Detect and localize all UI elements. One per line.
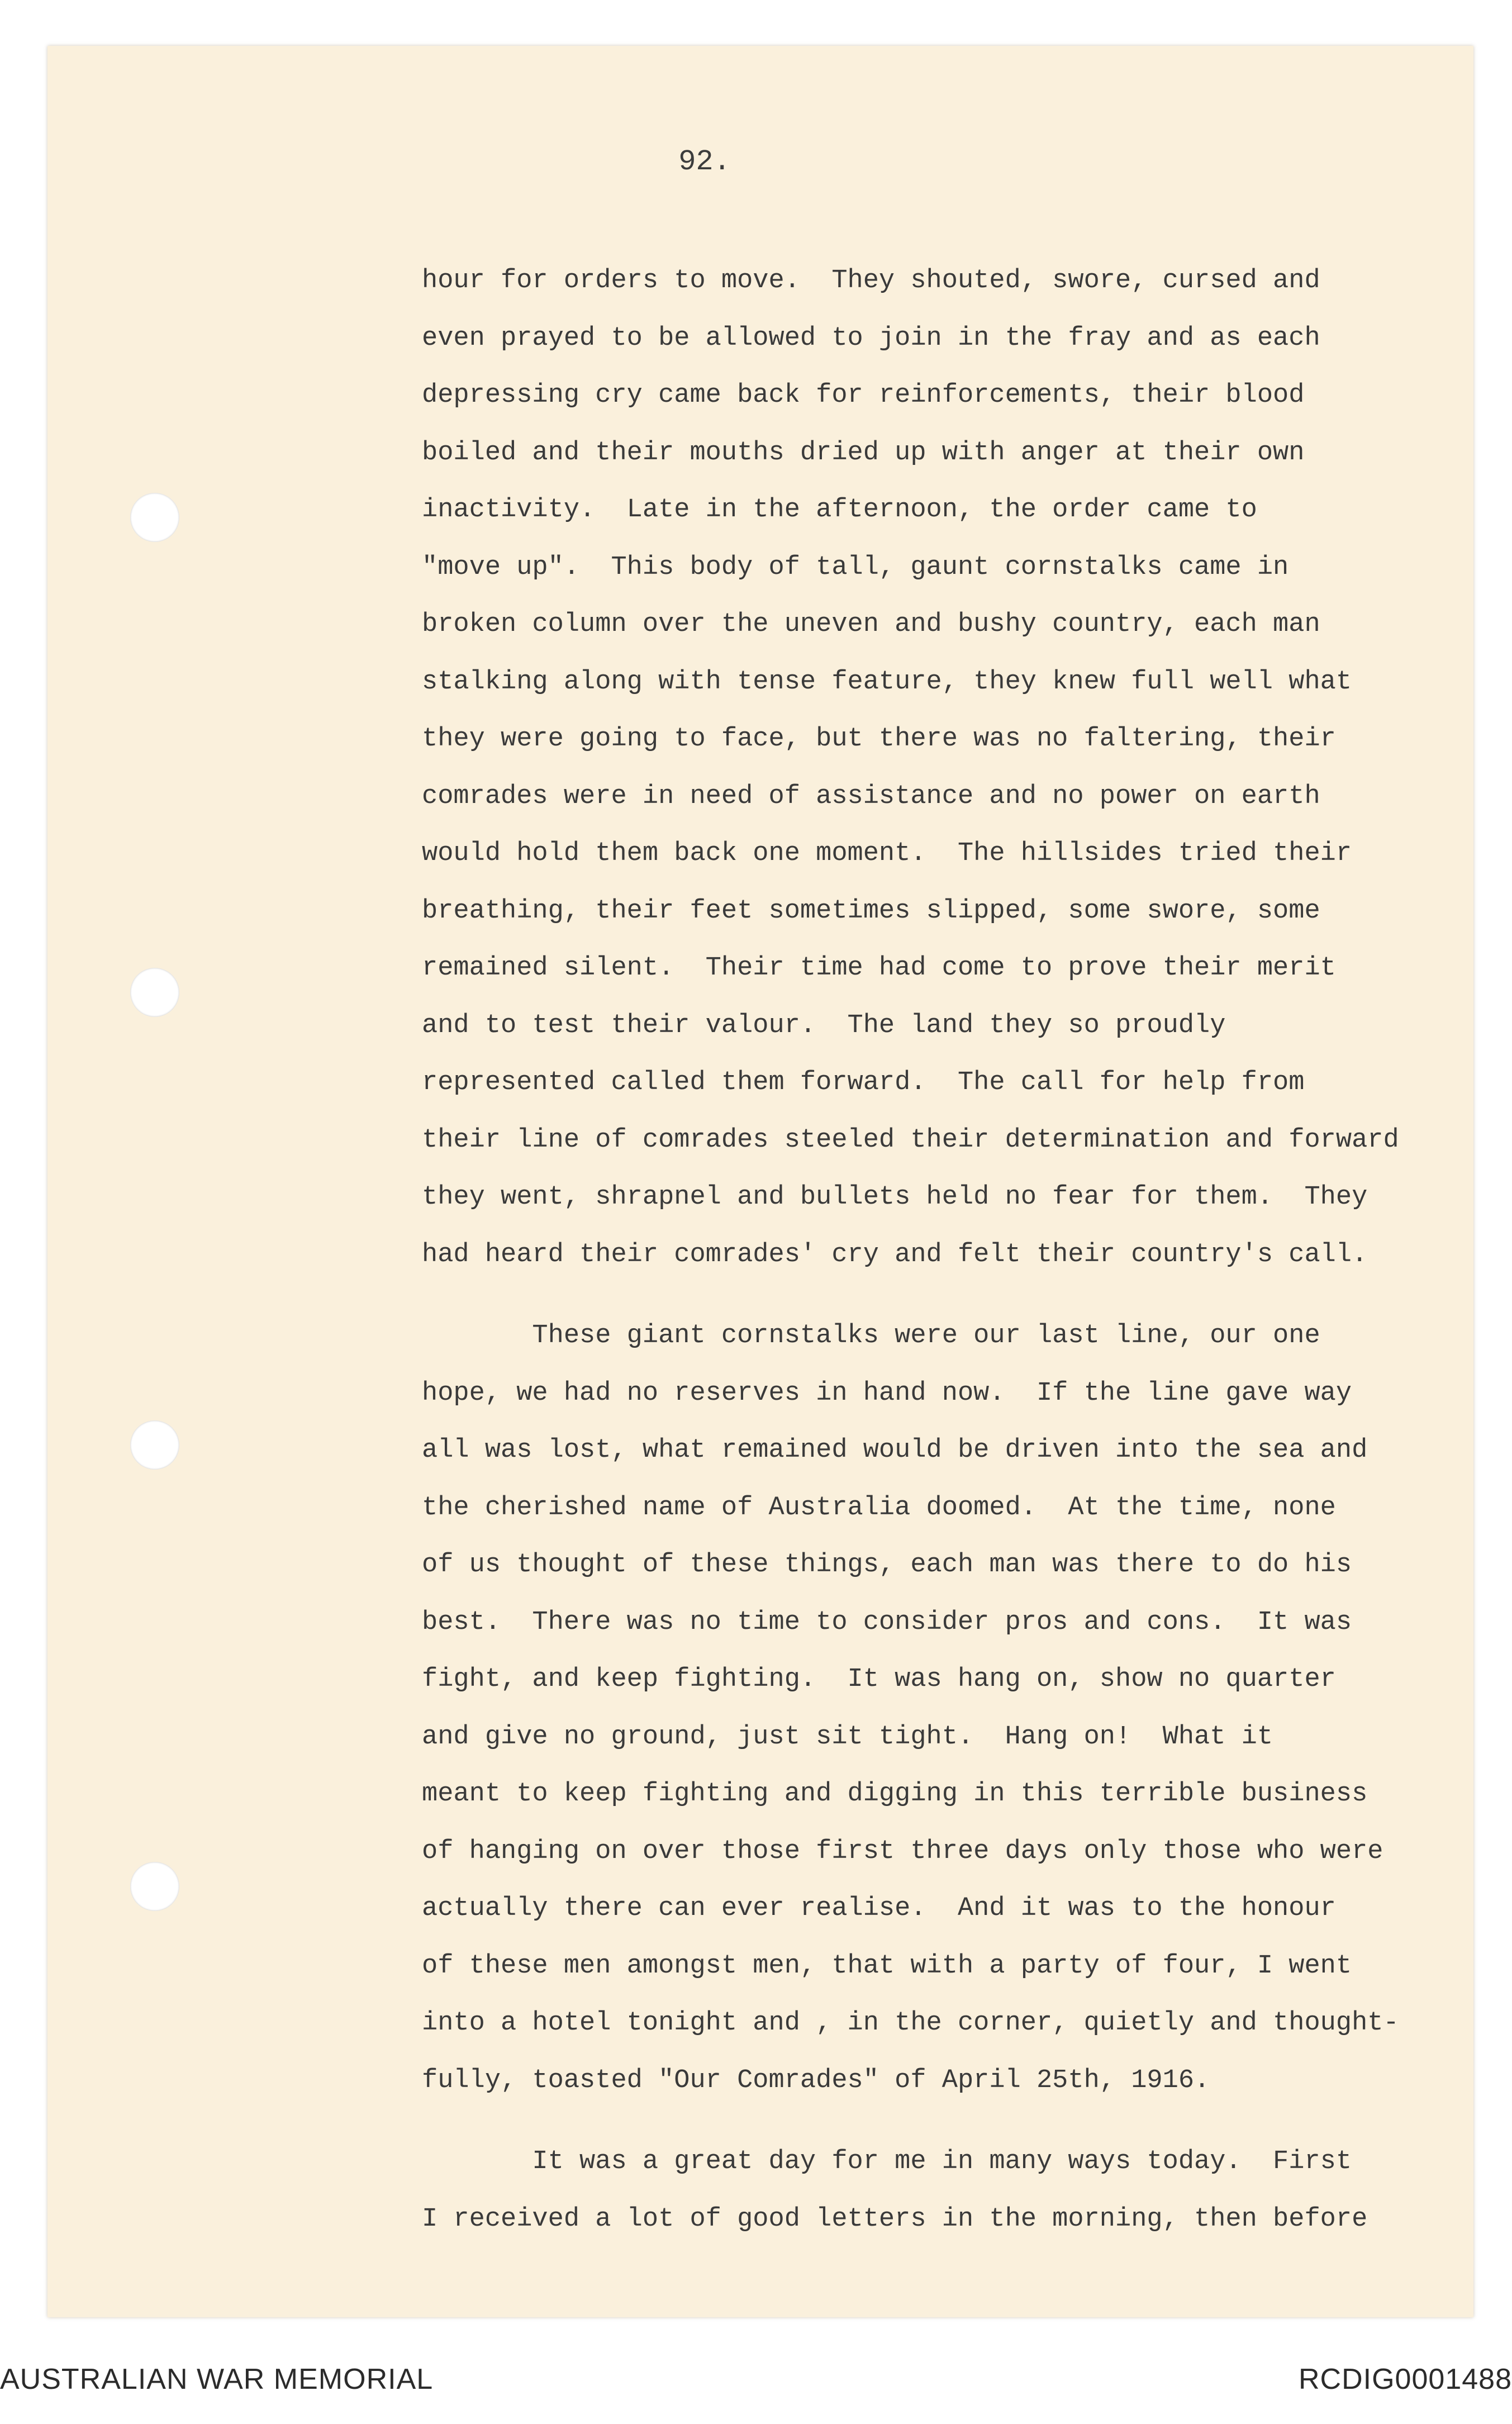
text-line: and to test their valour. The land they so proudly	[422, 1010, 1226, 1040]
text-line: best. There was no time to consider pros and cons. It was	[422, 1607, 1352, 1637]
footer-record-id: RCDIG0001488	[1299, 2363, 1512, 2396]
text-line: of us thought of these things, each man was there to do his	[422, 1550, 1352, 1580]
text-line: all was lost, what remained would be driven into the sea and	[422, 1436, 1368, 1465]
text-line: "move up". This body of tall, gaunt cornstalks came in	[422, 552, 1289, 582]
text-line: represented called them forward. The call for help from	[422, 1068, 1305, 1097]
text-line: comrades were in need of assistance and no power on earth	[422, 781, 1320, 811]
punch-hole	[130, 493, 179, 542]
text-line: broken column over the uneven and bushy country, each man	[422, 610, 1320, 639]
typed-text-body	[422, 253, 1512, 2248]
text-line: boiled and their mouths dried up with anger at their own	[422, 438, 1305, 468]
text-line: It was a great day for me in many ways today. First	[422, 2147, 1352, 2176]
text-line: hour for orders to move. They shouted, swore, cursed and	[422, 266, 1320, 296]
text-line: stalking along with tense feature, they knew full well what	[422, 667, 1352, 697]
text-line: depressing cry came back for reinforcements, their blood	[422, 381, 1305, 410]
punch-hole	[130, 1420, 179, 1470]
punch-hole	[130, 1862, 179, 1911]
paragraph	[422, 1308, 1512, 2109]
text-line: the cherished name of Australia doomed. At the time, none	[422, 1493, 1336, 1523]
text-line: fully, toasted "Our Comrades" of April 25th, 1916.	[422, 2065, 1210, 2095]
text-line: into a hotel tonight and , in the corner, quietly and thought-	[422, 2008, 1399, 2038]
text-line: they were going to face, but there was no faltering, their	[422, 724, 1336, 754]
text-line: had heard their comrades' cry and felt their country's call.	[422, 1239, 1368, 1270]
text-line: I received a lot of good letters in the morning, then before	[422, 2204, 1368, 2234]
text-line: inactivity. Late in the afternoon, the order came to	[422, 495, 1257, 525]
text-line: breathing, their feet sometimes slipped, some swore, some	[422, 896, 1320, 926]
text-line: they went, shrapnel and bullets held no fear for them. They	[422, 1182, 1368, 1212]
text-line: These giant cornstalks were our last line, our one	[422, 1321, 1320, 1351]
footer-archive-name: AUSTRALIAN WAR MEMORIAL	[0, 2363, 434, 2396]
text-line: meant to keep fighting and digging in this terrible business	[422, 1779, 1368, 1809]
text-line: remained silent. Their time had come to prove their merit	[422, 953, 1336, 983]
paragraph-gap	[422, 2109, 1512, 2133]
text-line: of these men amongst men, that with a party of four, I went	[422, 1951, 1352, 1981]
text-line: of hanging on over those first three days only those who were	[422, 1836, 1383, 1866]
text-line: would hold them back one moment. The hillsides tried their	[422, 839, 1352, 868]
text-line: even prayed to be allowed to join in the fray and as each	[422, 323, 1320, 353]
paragraph	[422, 2133, 1512, 2248]
text-line: actually there can ever realise. And it was to the honour	[422, 1894, 1336, 1923]
page-number: 92.	[678, 145, 731, 178]
text-line: hope, we had no reserves in hand now. If the line gave way	[422, 1378, 1352, 1408]
text-line: their line of comrades steeled their determination and forward	[422, 1125, 1399, 1155]
punch-hole	[130, 968, 179, 1017]
paragraph	[422, 253, 1512, 1284]
document-page	[47, 46, 1473, 2317]
text-line: fight, and keep fighting. It was hang on, show no quarter	[422, 1665, 1336, 1694]
paragraph-gap	[422, 1284, 1512, 1308]
text-line: and give no ground, just sit tight. Hang on! What it	[422, 1722, 1273, 1752]
